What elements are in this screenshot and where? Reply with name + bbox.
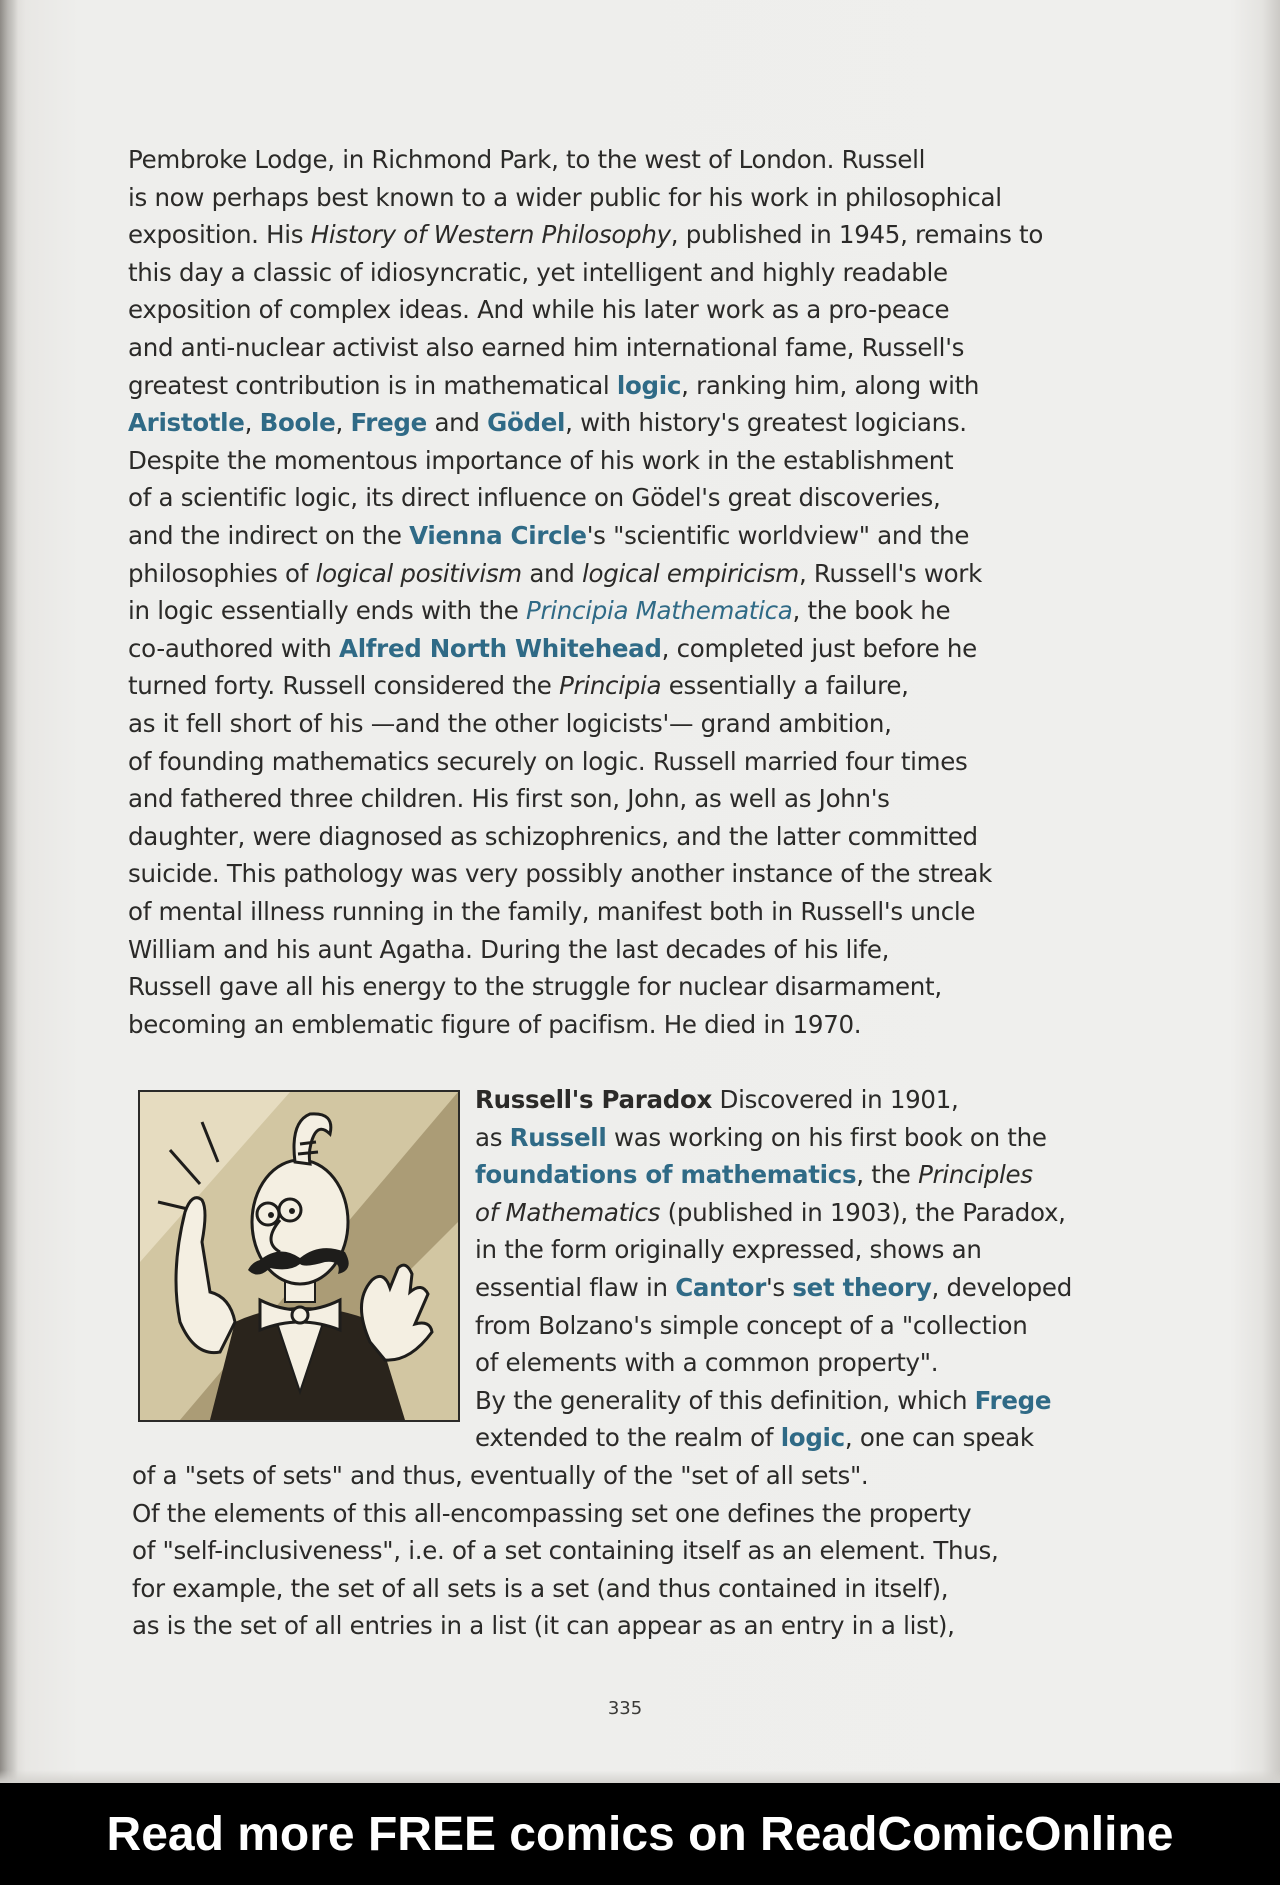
footer-banner[interactable] xyxy=(0,1783,1280,1885)
text-run: in logic essentially ends with the xyxy=(128,596,527,626)
text-line xyxy=(128,183,1002,213)
text-line xyxy=(128,295,949,325)
text-line xyxy=(128,859,992,889)
glossary-link[interactable]: Alfred North Whitehead xyxy=(339,633,662,663)
text-run: extended to the realm of xyxy=(475,1423,781,1453)
text-line xyxy=(128,521,969,551)
text-line xyxy=(475,1311,1027,1341)
text-line xyxy=(128,483,941,513)
text-run: daughter, were diagnosed as schizophrenics, and the latter committed xyxy=(128,821,978,851)
text-line xyxy=(128,671,909,701)
text-run: suicide. This pathology was very possibly another instance of the streak xyxy=(128,859,992,889)
text-run: as it fell short of his —and the other logicists'— grand ambition, xyxy=(128,709,892,738)
text-run: Russell gave all his energy to the struggle for nuclear disarmament, xyxy=(128,972,942,1002)
text-run: from Bolzano's simple concept of a "collection xyxy=(475,1310,1028,1340)
text-line xyxy=(132,1536,998,1566)
text-run: and the indirect on the xyxy=(128,521,410,550)
italic-title: Principia xyxy=(559,671,662,701)
text-line xyxy=(132,1461,868,1491)
text-line xyxy=(475,1123,1047,1153)
text-run: , one can speak xyxy=(844,1423,1034,1453)
text-run: and fathered three children. His first son, John, as well as John's xyxy=(128,784,890,814)
text-run: in the form originally expressed, shows an xyxy=(475,1235,982,1265)
text-run: Pembroke Lodge, in Richmond Park, to the west of London. Russell xyxy=(128,145,926,174)
page-gutter-shadow xyxy=(0,0,18,1783)
text-line xyxy=(128,822,978,852)
text-run: 's "scientific worldview" and the xyxy=(586,521,970,550)
text-line xyxy=(128,972,942,1002)
text-run: greatest contribution is in mathematical xyxy=(128,370,617,400)
text-run: (published in 1903), the Paradox, xyxy=(660,1197,1066,1227)
text-line xyxy=(128,897,975,927)
text-run: exposition of complex ideas. And while his later work as a pro-peace xyxy=(128,295,950,325)
page-number: 335 xyxy=(607,1698,643,1719)
text-line xyxy=(475,1198,1066,1228)
text-line xyxy=(128,220,1043,250)
glossary-link[interactable]: Vienna Circle xyxy=(409,521,587,550)
italic-title: History of Western Philosophy xyxy=(310,220,671,250)
text-line xyxy=(128,371,979,401)
text-run: and xyxy=(521,558,583,588)
text-line xyxy=(128,145,925,175)
text-line xyxy=(128,258,948,288)
text-line xyxy=(128,935,889,965)
page-bottom-edge xyxy=(0,1770,1280,1783)
footer-banner-text[interactable]: Read more FREE comics on ReadComicOnline xyxy=(106,1807,1174,1861)
text-run: , with history's greatest logicians. xyxy=(565,408,967,438)
text-run: of elements with a common property". xyxy=(475,1348,939,1378)
italic-title: of Mathematics xyxy=(475,1197,661,1227)
text-run: By the generality of this definition, which xyxy=(475,1385,975,1415)
text-run: , xyxy=(335,408,351,438)
glossary-link[interactable]: Principia Mathematica xyxy=(526,596,793,626)
glossary-link[interactable]: Gödel xyxy=(487,408,566,438)
text-run: 's xyxy=(766,1273,793,1302)
italic-title: Principles xyxy=(918,1160,1033,1190)
text-run: Discovered in 1901, xyxy=(712,1085,959,1114)
text-line xyxy=(132,1611,955,1641)
text-run: , xyxy=(244,408,260,438)
text-run: , developed xyxy=(931,1273,1072,1302)
text-run: , published in 1945, remains to xyxy=(670,220,1044,250)
text-run: was working on his first book on the xyxy=(606,1122,1047,1152)
text-run: essential flaw in xyxy=(475,1273,676,1302)
glossary-link[interactable]: Boole xyxy=(259,408,336,438)
text-line xyxy=(128,596,950,626)
text-run: as xyxy=(475,1122,510,1152)
text-run: Of the elements of this all-encompassing set one defines the property xyxy=(132,1498,972,1528)
glossary-link[interactable]: set theory xyxy=(792,1273,932,1302)
text-run: for example, the set of all sets is a set (and thus contained in itself), xyxy=(132,1573,949,1603)
text-run: , the book he xyxy=(792,596,951,626)
text-run: this day a classic of idiosyncratic, yet intelligent and highly readable xyxy=(128,257,948,287)
text-line xyxy=(132,1574,948,1604)
text-run: , Russell's work xyxy=(798,558,982,588)
text-line xyxy=(132,1499,971,1529)
text-run: becoming an emblematic figure of pacifism. He died in 1970. xyxy=(128,1009,862,1039)
text-line xyxy=(128,784,890,814)
text-run: of "self-inclusiveness", i.e. of a set containing itself as an element. Thus, xyxy=(132,1536,999,1566)
text-run: of a "sets of sets" and thus, eventually of the "set of all sets". xyxy=(132,1461,869,1490)
text-run: of a scientific logic, its direct influence on Gödel's great discoveries, xyxy=(128,483,941,513)
text-line xyxy=(128,408,967,438)
russell-cartoon-illustration xyxy=(138,1090,460,1422)
illustration-drawing xyxy=(140,1092,458,1420)
text-run: as is the set of all entries in a list (it can appear as an entry in a list), xyxy=(132,1611,955,1641)
text-line xyxy=(475,1273,1072,1303)
glossary-link[interactable]: Aristotle xyxy=(128,408,245,438)
text-line xyxy=(128,634,977,664)
glossary-link[interactable]: Frege xyxy=(350,408,427,438)
text-run: essentially a failure, xyxy=(661,671,909,701)
text-line xyxy=(128,747,967,777)
italic-title: logical positivism xyxy=(315,558,522,588)
text-run: co-authored with xyxy=(128,633,340,663)
text-run: philosophies of xyxy=(128,558,316,588)
text-run: , ranking him, along with xyxy=(681,370,980,400)
text-line xyxy=(128,709,892,739)
glossary-link[interactable]: Russell xyxy=(509,1122,607,1152)
glossary-link[interactable]: logic xyxy=(616,370,682,400)
text-run: of founding mathematics securely on logic. Russell married four times xyxy=(128,746,968,776)
text-run: of mental illness running in the family, manifest both in Russell's uncle xyxy=(128,897,976,926)
glossary-link[interactable]: Cantor xyxy=(675,1273,766,1302)
text-line xyxy=(128,333,964,363)
italic-title: logical empiricism xyxy=(582,558,799,588)
text-line xyxy=(128,1010,861,1040)
glossary-link[interactable]: Frege xyxy=(974,1385,1052,1415)
text-line xyxy=(475,1085,959,1115)
text-run: is now perhaps best known to a wider public for his work in philosophical xyxy=(128,182,1002,212)
text-line xyxy=(475,1423,1034,1453)
section-heading: Russell's Paradox xyxy=(475,1085,713,1114)
text-line xyxy=(475,1386,1051,1416)
glossary-link[interactable]: logic xyxy=(780,1423,845,1453)
text-run: , completed just before he xyxy=(661,633,977,663)
text-line xyxy=(128,559,982,589)
text-run: exposition. His xyxy=(128,220,311,250)
text-run: turned forty. Russell considered the xyxy=(128,671,560,701)
text-run: and xyxy=(426,408,488,438)
text-run: , the xyxy=(856,1160,919,1190)
text-run: William and his aunt Agatha. During the last decades of his life, xyxy=(128,934,890,964)
text-line xyxy=(475,1235,982,1265)
glossary-link[interactable]: foundations of mathematics xyxy=(475,1160,857,1190)
text-run: Despite the momentous importance of his work in the establishment xyxy=(128,445,954,475)
text-run: and anti-nuclear activist also earned him international fame, Russell's xyxy=(128,333,965,362)
text-line xyxy=(475,1160,1033,1190)
text-line xyxy=(475,1348,938,1378)
text-line xyxy=(128,446,953,476)
